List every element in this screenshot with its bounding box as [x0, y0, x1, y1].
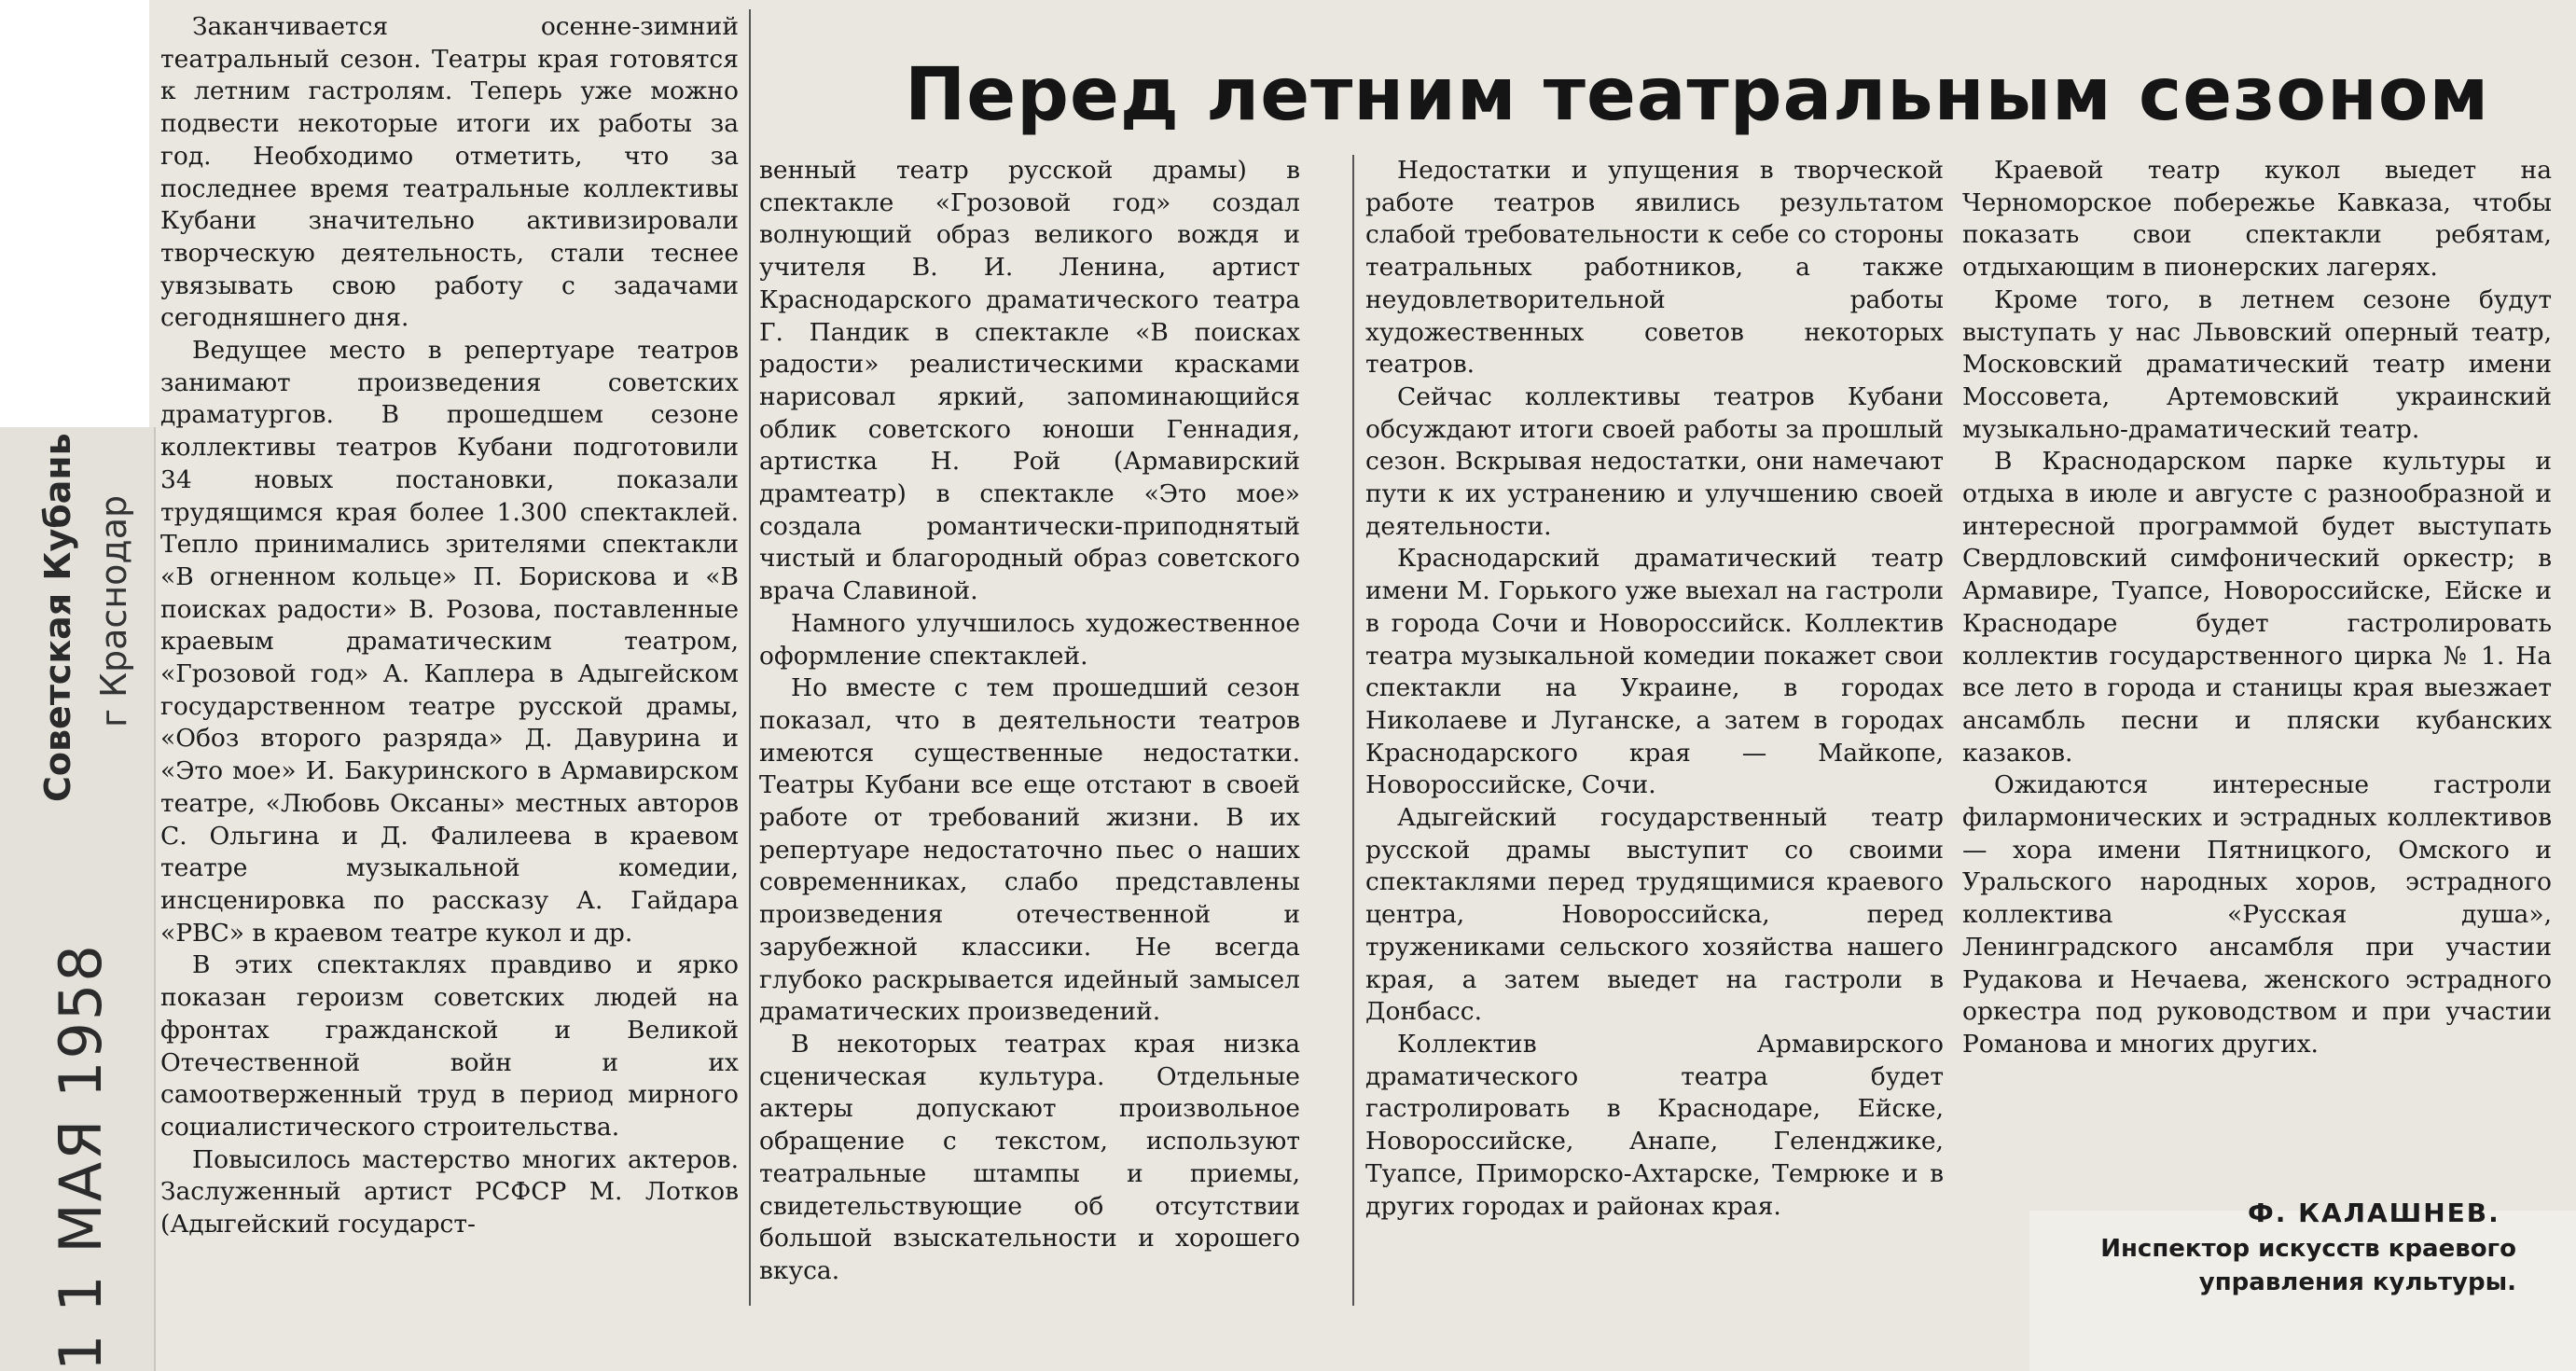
paragraph: Заканчивается осенне-зимний театральный сезон. Театры края готовятся к летним гастролям. Теперь уже можно подвести некоторые итоги их работы за год. Необходимо отметить, что за последнее время театральные коллективы Кубани значительно активизировали творческую деятельность, стали теснее увязывать свою работу с задачами сегодняшнего дня. [160, 12, 739, 333]
paragraph: Адыгейский государственный театр русской драмы выступит со своими спектаклями перед трудящимися краевого центра, Новороссийска, перед тружениками сельского хозяйства нашего края, а затем выедет на гастроли в Донбасс. [1365, 803, 1944, 1027]
article-column-3 [1365, 155, 1944, 1223]
paragraph: Краснодарский драматический театр имени М. Горького уже выехал на гастроли в города Сочи и Новороссийск. Коллектив театра музыкальной комедии покажет свои спектакли на Украине, в городах Николаеве и Луганске, а затем в городах Краснодарского края — Майкопе, Новороссийске, Сочи. [1365, 544, 1944, 800]
paragraph: Недостатки и упущения в творческой работе театров явились результатом слабой требовательности к себе со стороны театральных работников, а также неудовлетворительной работы художественных советов некоторых театров. [1365, 156, 1944, 380]
paragraph: В Краснодарском парке культуры и отдыха в июле и августе с разнообразной и интересной программой будет выступать Свердловский симфонический оркестр; в Армавире, Туапсе, Новороссийске, Ейске и Краснодаре будет гастролировать коллектив государственного цирка № 1. На все лето в города и станицы края выезжает ансамбль песни и пляски кубанских казаков. [1962, 447, 2552, 768]
paragraph: Повысилось мастерство многих актеров. Заслуженный артист РСФСР М. Лотков (Адыгейский государст- [160, 1144, 739, 1239]
paragraph: Сейчас коллективы театров Кубани обсуждают итоги своей работы за прошлый сезон. Вскрывая недостатки, они намечают пути к их устранению и улучшению своей деятельности. [1365, 381, 1944, 541]
column-divider [1352, 155, 1354, 1306]
paragraph: Но вместе с тем прошедший сезон показал, что в деятельности театров имеются существенные недостатки. Театры Кубани все еще отстают в своей работе от требований жизни. В их репертуаре недостаточно пьес о наших современниках, слабо представлены произведения отечественной и зарубежной классики. Не всегда глубоко раскрывается идейный замысел драматических произведений. [759, 673, 1300, 1027]
article-headline: Перед летним театральным сезоном [905, 53, 2490, 137]
paragraph: Ведущее место в репертуаре театров занимают произведения советских драматургов. В прошедшем сезоне коллективы театров Кубани подготовили 34 новых постановки, показали трудящимся края более 1.300 спектаклей. Тепло принимались зрителями спектакли «В огненном кольце» П. Борискова и «В поисках радости» В. Розова, поставленные краевым драматическим театром, «Грозовой год» А. Каплера в Адыгейском государственном театре русской драмы, «Обоз второго разряда» Д. Давурина и «Это мое» И. Бакуринского в Армавирском театре, «Любовь Оксаны» местных авторов С. Ольгина и Д. Фалилеева в краевом театре музыкальной комедии, инсценировка по рассказу А. Гайдара «РВС» в краевом театре кукол и др. [160, 336, 739, 948]
date-stamp: 1 1 МАЯ 1958 [47, 943, 115, 1371]
city-stamp: г Краснодар [93, 494, 134, 727]
column-divider [749, 9, 751, 1306]
newspaper-name-stamp: Советская Кубань [37, 433, 78, 802]
paragraph: Намного улучшилось художественное оформление спектаклей. [759, 608, 1300, 671]
paragraph: В некоторых театрах края низка сценическая культура. Отдельные актеры допускают произвольное обращение с текстом, используют театральные штампы и приемы, свидетельствующие об отсутствии большой взыскательности и хорошего вкуса. [759, 1029, 1300, 1285]
author-title: Инспектор искусств краевого управления культуры. [2100, 1235, 2516, 1296]
article-column-2 [759, 155, 1300, 1288]
paragraph: Кроме того, в летнем сезоне будут выступать у нас Львовский оперный театр, Московский драматический театр имени Моссовета, Артемовский украинский музыкально-драматический театр. [1962, 284, 2552, 444]
paragraph: Ожидаются интересные гастроли филармонических и эстрадных коллективов — хора имени Пятницкого, Омского и Уральского народных хоров, эстрадного коллектива «Русская душа», Ленинградского ансамбля при участии Рудакова и Нечаева, женского эстрадного оркестра под руководством и при участии Романова и многих других. [1962, 770, 2552, 1059]
paragraph: В этих спектаклях правдиво и ярко показан героизм советских людей на фронтах гражданской и Великой Отечественной войн и их самоотверженный труд в период мирного социалистического строительства. [160, 950, 739, 1142]
article-column-1 [160, 11, 739, 1241]
paragraph: венный театр русской драмы) в спектакле «Грозовой год» создал волнующий образ великого вождя и учителя В. И. Ленина, артист Краснодарского драматического театра Г. Пандик в спектакле «В поисках радости» реалистическими красками нарисовал яркий, запоминающийся облик советского юноши Геннадия, артистка Н. Рой (Армавирский драмтеатр) в спектакле «Это мое» создала романтически-приподнятый чистый и благородный образ советского врача Славиной. [759, 156, 1300, 606]
paragraph: Коллектив Армавирского драматического театра будет гастролировать в Краснодаре, Ейске, Новороссийске, Анапе, Геленджике, Туапсе, Приморско-Ахтарске, Темрюке и в других городах и районах края. [1365, 1029, 1944, 1221]
article-column-4 [1962, 155, 2552, 1061]
paragraph: Краевой театр кукол выедет на Черноморское побережье Кавказа, чтобы показать свои спектакли ребятам, отдыхающим в пионерских лагерях. [1962, 156, 2552, 283]
author-signature: Ф. КАЛАШНЕВ. [2248, 1198, 2500, 1228]
